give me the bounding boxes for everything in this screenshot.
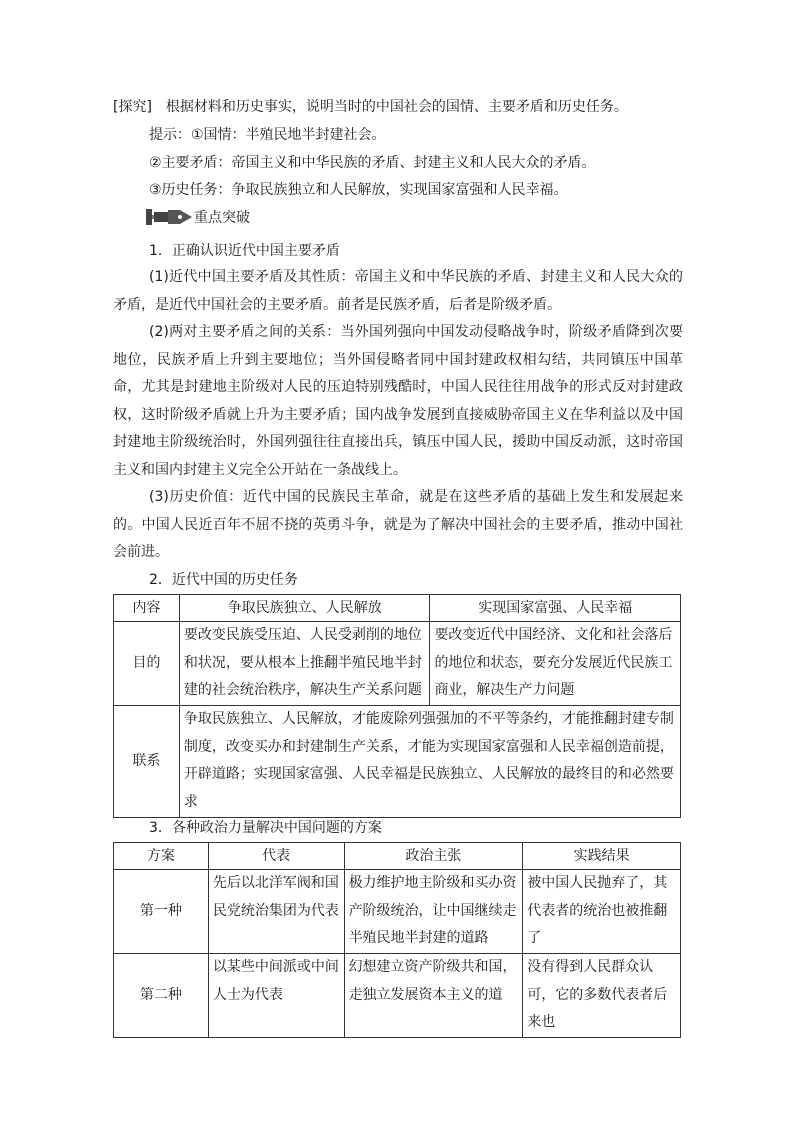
table-header-claim: 政治主张 <box>344 843 523 870</box>
row-label-relation: 联系 <box>114 706 180 818</box>
plan-label: 第一种 <box>114 870 209 954</box>
purpose-prosperity: 要改变近代中国经济、文化和社会落后的地位和状态，要充分发展近代民族工商业，解决生产力问题 <box>430 622 681 706</box>
plan-claim: 幻想建立资产阶级共和国，走独立发展资本主义的道 <box>344 954 523 1038</box>
point1-paragraph-3: (3)历史价值：近代中国的民族民主革命，就是在这些矛盾的基础上发生和发展起来的。中国人民近百年不屈不挠的英勇斗争，就是为了解决中国社会的主要矛盾，推动中国社会前进。 <box>113 489 683 560</box>
relation-text: 争取民族独立、人民解放，才能废除列强强加的不平等条约，才能推翻封建专制制度，改变买办和封建制生产关系，才能为实现国家富强和人民幸福创造前提，开辟道路；实现国家富强、人民幸福是民族独立、人民解放的最终目的和必然要求 <box>179 706 680 818</box>
plan-representative: 以某些中间派或中间人士为代表 <box>208 954 344 1038</box>
point1-heading: 1．正确认识近代中国主要矛盾 <box>149 243 340 259</box>
table-row <box>114 870 681 954</box>
table-row <box>114 954 681 1038</box>
explore-hint-country: 提示：①国情：半殖民地半封建社会。 <box>149 127 386 143</box>
row-label-purpose: 目的 <box>114 622 180 706</box>
explore-question: [探究] 根据材料和历史事实，说明当时的中国社会的国情、主要矛盾和历史任务。 <box>113 99 628 115</box>
table-header-representative: 代表 <box>208 843 344 870</box>
table-header-independence: 争取民族独立、人民解放 <box>179 595 430 622</box>
political-forces-table <box>113 842 681 1038</box>
table-header-content: 内容 <box>114 595 180 622</box>
point1-paragraph-2: (2)两对主要矛盾之间的关系：当外国列强向中国发动侵略战争时，阶级矛盾降到次要地位，民族矛盾上升到主要地位；当外国侵略者同中国封建政权相勾结，共同镇压中国革命，尤其是封建地主阶级对人民的压迫特别残酷时，中国人民往往用战争的形式反对封建政权，这时阶级矛盾就上升为主要矛盾；国内战争发展到直接威胁帝国主义在华利益以及中国封建地主阶级统治时，外国列强往往直接出兵，镇压中国人民，援助中国反动派，这时帝国主义和国内封建主义完全公开站在一条战线上。 <box>113 324 683 478</box>
plan-result: 被中国人民抛弃了，其代表者的统治也被推翻了 <box>523 870 681 954</box>
point3-heading: 3．各种政治力量解决中国问题的方案 <box>149 820 382 836</box>
point2-heading: 2．近代中国的历史任务 <box>149 572 298 588</box>
history-task-table <box>113 594 681 818</box>
section-heading <box>146 205 250 229</box>
plan-result: 没有得到人民群众认可，它的多数代表者后来也 <box>523 954 681 1038</box>
point1-paragraph-1: (1)近代中国主要矛盾及其性质：帝国主义和中华民族的矛盾、封建主义和人民大众的矛盾，是近代中国社会的主要矛盾。前者是民族矛盾，后者是阶级矛盾。 <box>113 269 683 313</box>
section-title: 重点突破 <box>194 210 250 226</box>
pen-icon <box>146 205 194 229</box>
table-header-plan: 方案 <box>114 843 209 870</box>
table-header-result: 实践结果 <box>523 843 681 870</box>
explore-hint-contradiction: ②主要矛盾：帝国主义和中华民族的矛盾、封建主义和人民大众的矛盾。 <box>149 155 596 171</box>
purpose-independence: 要改变民族受压迫、人民受剥削的地位和状况，要从根本上推翻半殖民地半封建的社会统治秩序，解决生产关系问题 <box>179 622 430 706</box>
plan-claim: 极力维护地主阶级和买办资产阶级统治，让中国继续走半殖民地半封建的道路 <box>344 870 523 954</box>
plan-label: 第二种 <box>114 954 209 1038</box>
explore-hint-task: ③历史任务：争取民族独立和人民解放，实现国家富强和人民幸福。 <box>149 182 568 198</box>
table-header-prosperity: 实现国家富强、人民幸福 <box>430 595 681 622</box>
plan-representative: 先后以北洋军阀和国民党统治集团为代表 <box>208 870 344 954</box>
